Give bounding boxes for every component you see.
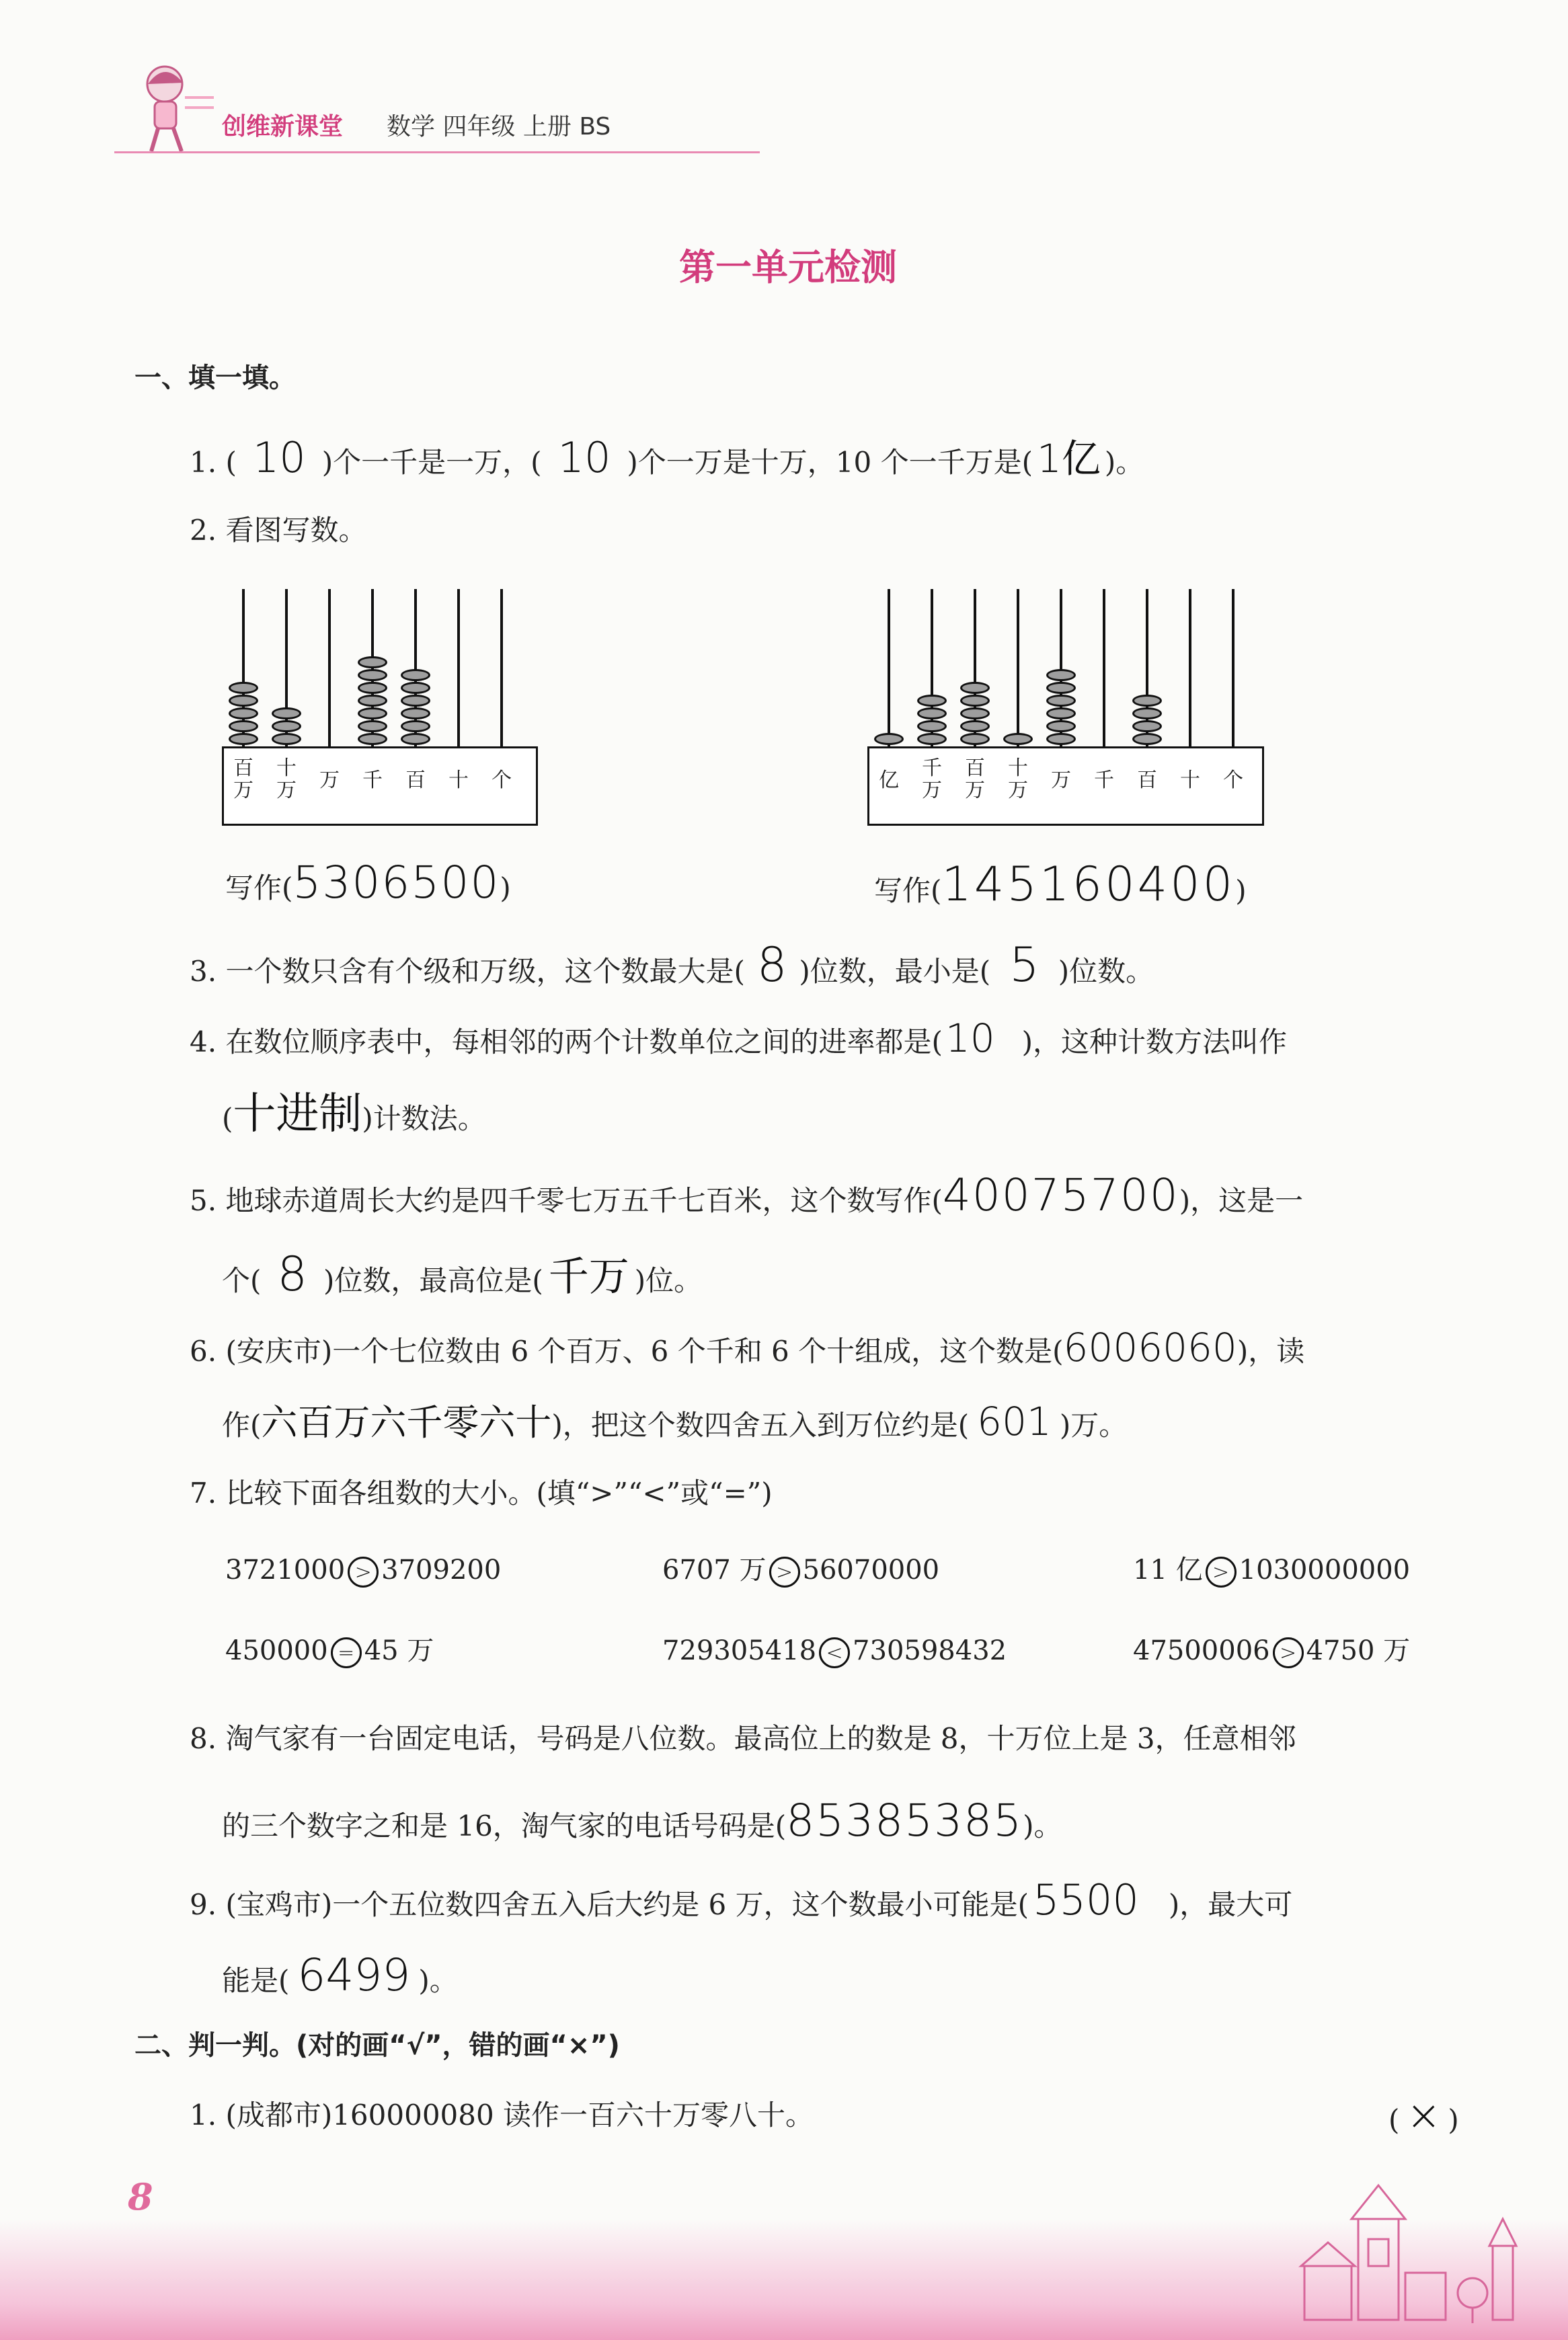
question-4: [190, 1015, 1288, 1061]
q4-text-4: )计数法。: [362, 1102, 486, 1135]
q7-left-value: 6707 万: [662, 1555, 767, 1586]
q6-number: 6.: [190, 1335, 217, 1368]
q3-text-2: )位数，最小是(: [799, 955, 991, 988]
q7-answer-circle[interactable]: >: [769, 1557, 800, 1588]
abacus-right-bead: [874, 733, 904, 745]
abacus-right-bead: [960, 682, 990, 694]
q7-compare-item: [225, 1637, 434, 1668]
abacus-left-bead: [358, 669, 387, 681]
q2-write-close-right: ): [1235, 874, 1247, 907]
q9-number: 9.: [190, 1888, 217, 1921]
abacus-left-bead: [401, 669, 430, 681]
q7-left-value: 729305418: [662, 1635, 817, 1666]
question-9-line2: [222, 1949, 458, 2001]
abacus-left-bead: [229, 695, 258, 707]
question-4-line2: [222, 1089, 486, 1139]
q4-number: 4.: [190, 1025, 217, 1058]
q7-answer-circle[interactable]: =: [331, 1637, 362, 1668]
q2-write-label-right: 写作(: [874, 874, 942, 907]
abacus-left-label-1: 十 万: [276, 756, 297, 802]
q9-answer-1[interactable]: 5500: [1033, 1875, 1139, 1924]
q2-number: 2.: [190, 514, 217, 547]
q7-right-value: 4750 万: [1306, 1635, 1411, 1666]
abacus-left-rod-6: [500, 589, 503, 746]
q7-left-value: 11 亿: [1133, 1555, 1203, 1586]
abacus-left-bead: [358, 682, 387, 694]
abacus-right-label-1: 千 万: [922, 756, 942, 802]
q1-text-4: )。: [1104, 446, 1144, 479]
q8-text-3: )。: [1023, 1809, 1062, 1842]
page-number: 8: [128, 2175, 153, 2218]
q3-answer-1[interactable]: 8: [756, 937, 787, 992]
q6-answer-1[interactable]: 6006060: [1063, 1325, 1237, 1370]
header-logo-girl: [128, 57, 215, 158]
abacus-left-bead: [358, 733, 387, 745]
abacus-left-bead: [272, 733, 301, 745]
q2-answer-right[interactable]: 145160400: [941, 857, 1236, 912]
abacus-right-bead: [1132, 695, 1162, 707]
q1-number: 1.: [190, 446, 217, 479]
q9-answer-2[interactable]: 6499: [297, 1949, 411, 2001]
q7-right-value: 45 万: [364, 1635, 434, 1666]
abacus-left-bead: [358, 656, 387, 668]
q6-text-3: 作(: [222, 1409, 262, 1442]
question-5: [190, 1169, 1304, 1221]
abacus-right-label-0: 亿: [879, 769, 899, 792]
abacus-right-rod-3: [1017, 589, 1019, 746]
q5-answer-2[interactable]: 8: [277, 1247, 307, 1302]
abacus-right-bead: [1046, 695, 1076, 707]
abacus-left-bead: [401, 733, 430, 745]
q8-answer-1[interactable]: 85385385: [786, 1795, 1023, 1846]
abacus-left-bead: [358, 707, 387, 719]
q7-left-value: 47500006: [1133, 1635, 1270, 1666]
q4-text-2: )，这种计数方法叫作: [1021, 1025, 1288, 1058]
abacus-right-bead: [960, 707, 990, 719]
q7-compare-item: [1133, 1637, 1410, 1668]
q6-text-4: )，把这个数四舍五入到万位约是(: [551, 1409, 970, 1442]
q4-text-1: 在数位顺序表中，每相邻的两个计数单位之间的进率都是(: [225, 1025, 943, 1058]
q6-text-1: (安庆市)一个七位数由 6 个百万、6 个千和 6 个十组成，这个数是(: [225, 1335, 1064, 1368]
question-6-line2: [222, 1399, 1128, 1444]
q7-compare-item: [662, 1637, 1007, 1668]
q7-number: 7.: [190, 1477, 217, 1510]
q6-text-5: )万。: [1059, 1409, 1128, 1442]
q1-answer-3[interactable]: 1亿: [1037, 436, 1101, 481]
q7-right-value: 1030000000: [1239, 1555, 1411, 1586]
abacus-right-label-3: 十 万: [1008, 756, 1028, 802]
q7-compare-item: [662, 1557, 939, 1588]
q7-compare-item: [1133, 1557, 1410, 1588]
s2-q1-open: (: [1388, 2103, 1400, 2136]
q7-answer-circle[interactable]: <: [819, 1637, 850, 1668]
question-2: [190, 516, 366, 545]
q5-text-3: 个(: [222, 1264, 262, 1297]
abacus-right-bead: [1132, 733, 1162, 745]
q2-answer-left[interactable]: 5306500: [292, 857, 500, 908]
q2-write-close-left: ): [500, 871, 511, 904]
q5-answer-3[interactable]: 千万: [548, 1253, 629, 1300]
q1-text-1: (: [225, 446, 237, 479]
section2-question-1: [190, 2101, 814, 2130]
abacus-left-bead: [272, 720, 301, 732]
q5-text-2: )，这是一: [1179, 1184, 1304, 1217]
q9-text-4: )。: [418, 1964, 458, 1997]
q2-write-right: [874, 857, 1247, 912]
question-5-line2: [222, 1247, 703, 1302]
q8-text-1: 淘气家有一台固定电话，号码是八位数。最高位上的数是 8，十万位上是 3，任意相邻: [225, 1722, 1296, 1755]
q9-text-3: 能是(: [222, 1964, 290, 1997]
q5-answer-1[interactable]: 40075700: [942, 1169, 1179, 1221]
footer-castle-illustration: [1264, 2165, 1546, 2327]
abacus-left-bead: [358, 720, 387, 732]
abacus-right-bead: [1132, 720, 1162, 732]
s2-q1-close: ): [1448, 2103, 1459, 2136]
q3-text-3: )位数。: [1058, 955, 1154, 988]
q4-answer-2[interactable]: 十进制: [233, 1089, 362, 1139]
abacus-right-bead: [1003, 733, 1033, 745]
abacus-right-bead: [960, 733, 990, 745]
abacus-right-bead: [917, 695, 947, 707]
abacus-right-label-8: 个: [1223, 769, 1243, 792]
abacus-right: [867, 585, 1264, 827]
header-brand: 创维新课堂: [222, 113, 344, 141]
question-7: [190, 1479, 773, 1508]
q2-write-label-left: 写作(: [225, 871, 293, 904]
q5-text-1: 地球赤道周长大约是四千零七万五千七百米，这个数写作(: [225, 1184, 943, 1217]
abacus-right-bead: [1132, 707, 1162, 719]
q5-text-5: )位。: [634, 1264, 703, 1297]
abacus-right-bead: [960, 720, 990, 732]
q8-text-2: 的三个数字之和是 16，淘气家的电话号码是(: [222, 1809, 787, 1842]
abacus-left-bead: [401, 695, 430, 707]
abacus-left-label-6: 个: [492, 769, 512, 792]
abacus-left-label-0: 百 万: [233, 756, 253, 802]
abacus-right-bead: [1046, 682, 1076, 694]
q7-compare-item: [225, 1557, 501, 1588]
abacus-left-bead: [229, 720, 258, 732]
question-9: [190, 1875, 1293, 1924]
abacus-right-bead: [1046, 707, 1076, 719]
abacus-right-bead: [917, 707, 947, 719]
header-subtitle: 数学 四年级 上册 BS: [387, 113, 611, 141]
abacus-right-label-6: 百: [1137, 769, 1157, 792]
abacus-left-rod-5: [457, 589, 460, 746]
s2-q1-text: (成都市)160000080 读作一百六十万零八十。: [225, 2099, 814, 2132]
abacus-left-bead: [358, 695, 387, 707]
q7-right-value: 3709200: [381, 1555, 502, 1586]
q7-left-value: 3721000: [225, 1555, 346, 1586]
abacus-left-bead: [401, 707, 430, 719]
abacus-right-bead: [917, 733, 947, 745]
header-divider: [114, 151, 760, 153]
abacus-right-bead: [917, 720, 947, 732]
abacus-left: [222, 585, 538, 827]
q9-text-2: )，最大可: [1168, 1888, 1293, 1921]
abacus-right-rod-8: [1232, 589, 1234, 746]
q3-text-1: 一个数只含有个级和万级，这个数最大是(: [225, 955, 745, 988]
section2-heading: 二、判一判。(对的画“√”，错的画“×”): [134, 2030, 620, 2061]
abacus-right-bead: [1046, 733, 1076, 745]
section2-q1-answer: [1388, 2091, 1459, 2140]
s2-q1-mark[interactable]: ×: [1406, 2091, 1442, 2140]
q4-text-3: (: [222, 1102, 233, 1135]
abacus-left-bead: [229, 733, 258, 745]
abacus-left-label-4: 百: [405, 769, 426, 792]
q6-answer-2[interactable]: 六百万六千零六十: [261, 1401, 552, 1444]
q1-answer-2[interactable]: 10: [557, 433, 611, 482]
q4-answer-1[interactable]: 10: [945, 1015, 995, 1061]
abacus-right-label-5: 千: [1094, 769, 1114, 792]
abacus-left-bead: [401, 720, 430, 732]
abacus-left-bead: [272, 707, 301, 719]
q7-answer-circle[interactable]: >: [348, 1557, 379, 1588]
abacus-left-label-5: 十: [448, 769, 469, 792]
q7-answer-circle[interactable]: >: [1273, 1637, 1304, 1668]
q7-right-value: 730598432: [853, 1635, 1007, 1666]
abacus-left-label-2: 万: [319, 769, 340, 792]
q8-number: 8.: [190, 1722, 217, 1755]
abacus-right-bead: [960, 695, 990, 707]
question-6: [190, 1325, 1305, 1370]
abacus-left-label-3: 千: [362, 769, 383, 792]
q5-number: 5.: [190, 1184, 217, 1217]
q1-text-3: )个一万是十万，10 个一千万是(: [627, 446, 1033, 479]
abacus-left-rod-2: [328, 589, 331, 746]
abacus-right-label-4: 万: [1051, 769, 1071, 792]
question-3: [190, 937, 1154, 992]
page-title: 第一单元检测: [679, 246, 897, 288]
q7-right-value: 56070000: [802, 1555, 940, 1586]
abacus-left-bead: [401, 682, 430, 694]
s2-q1-number: 1.: [190, 2099, 217, 2132]
question-8: [190, 1722, 1296, 1755]
q6-text-2: )，读: [1237, 1335, 1305, 1368]
abacus-left-bead: [229, 707, 258, 719]
abacus-right-label-7: 十: [1180, 769, 1200, 792]
question-8-line2: [222, 1795, 1062, 1846]
abacus-right-rod-0: [888, 589, 890, 746]
question-1: [190, 433, 1144, 482]
abacus-right-label-2: 百 万: [965, 756, 985, 802]
q7-answer-circle[interactable]: >: [1206, 1557, 1237, 1588]
abacus-right-bead: [1046, 720, 1076, 732]
q3-number: 3.: [190, 955, 217, 988]
q7-left-value: 450000: [225, 1635, 328, 1666]
q1-text-2: )个一千是一万，(: [321, 446, 542, 479]
abacus-right-rod-7: [1189, 589, 1191, 746]
q2-text: 看图写数。: [225, 514, 367, 547]
q7-text: 比较下面各组数的大小。(填“>”“<”或“=”): [225, 1477, 773, 1510]
section1-heading: 一、填一填。: [134, 362, 296, 393]
abacus-right-bead: [1046, 669, 1076, 681]
q1-answer-1[interactable]: 10: [252, 433, 306, 482]
abacus-right-rod-5: [1103, 589, 1105, 746]
q6-answer-3[interactable]: 601: [977, 1399, 1052, 1444]
q2-write-left: [225, 857, 511, 908]
q3-answer-2[interactable]: 5: [1009, 937, 1040, 992]
q9-text-1: (宝鸡市)一个五位数四舍五入后大约是 6 万，这个数最小可能是(: [225, 1888, 1029, 1921]
abacus-left-bead: [229, 682, 258, 694]
q5-text-4: )位数，最高位是(: [323, 1264, 543, 1297]
